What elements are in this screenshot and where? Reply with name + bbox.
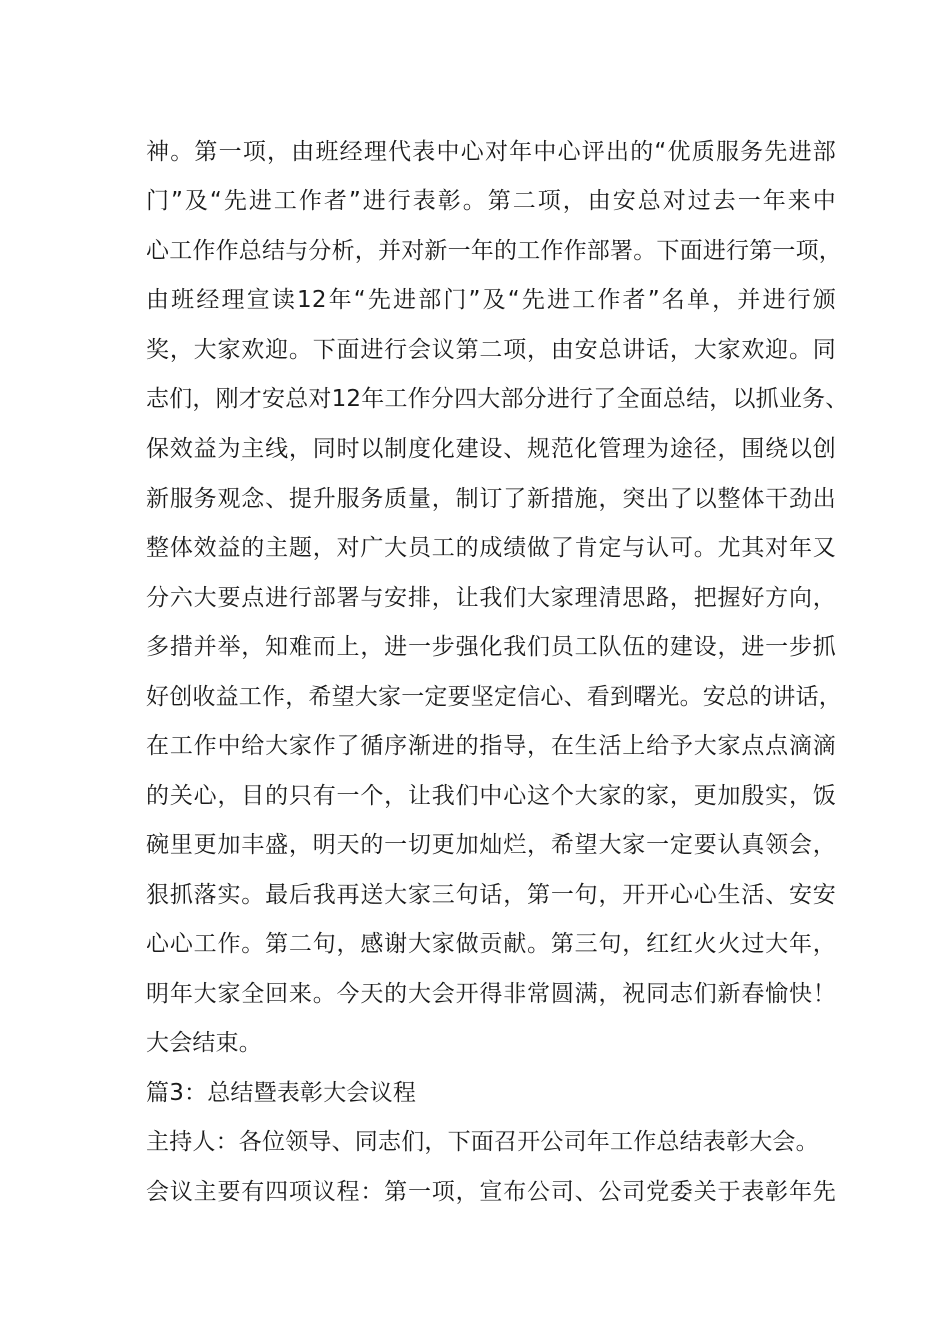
body-text-line: 保效益为主线，同时以制度化建设、规范化管理为途径，围绕以创 (146, 436, 836, 462)
body-text-line: 好创收益工作，希望大家一定要坚定信心、看到曙光。安总的讲话， (146, 684, 842, 710)
body-text-line: 心工作作总结与分析，并对新一年的工作作部署。下面进行第一项， (146, 238, 842, 264)
body-text-line: 新服务观念、提升服务质量，制订了新措施，突出了以整体干劲出 (146, 486, 836, 512)
body-text-line: 心心工作。第二句，感谢大家做贡献。第三句，红红火火过大年， (146, 931, 836, 957)
body-text-line: 奖，大家欢迎。下面进行会议第二项，由安总讲话，大家欢迎。同 (146, 337, 836, 363)
body-text-line: 志们，刚才安总对12年工作分四大部分进行了全面总结，以抓业务、 (146, 386, 849, 412)
body-text-line: 狠抓落实。最后我再送大家三句话，第一句，开开心心生活、安安 (146, 882, 836, 908)
body-text-line: 由班经理宣读12年“先进部门”及“先进工作者”名单，并进行颁 (146, 287, 836, 313)
host-text-line: 会议主要有四项议程：第一项，宣布公司、公司党委关于表彰年先 (146, 1179, 836, 1205)
body-text-line: 在工作中给大家作了循序渐进的指导，在生活上给予大家点点滴滴 (146, 733, 836, 759)
body-text-line: 碗里更加丰盛，明天的一切更加灿烂，希望大家一定要认真领会， (146, 832, 836, 858)
host-text-line: 主持人：各位领导、同志们，下面召开公司年工作总结表彰大会。 (146, 1129, 819, 1155)
body-text-line: 明年大家全回来。今天的大会开得非常圆满，祝同志们新春愉快！ (146, 981, 836, 1007)
body-text-line: 大会结束。 (146, 1030, 262, 1056)
body-text-line: 多措并举，知难而上，进一步强化我们员工队伍的建设，进一步抓 (146, 634, 836, 660)
body-text-line: 整体效益的主题，对广大员工的成绩做了肯定与认可。尤其对年又 (146, 535, 836, 561)
body-text-line: 神。第一项，由班经理代表中心对年中心评出的“优质服务先进部 (146, 139, 836, 165)
body-text-line: 分六大要点进行部署与安排，让我们大家理清思路，把握好方向， (146, 585, 836, 611)
body-text-line: 的关心，目的只有一个，让我们中心这个大家的家，更加殷实，饭 (146, 783, 836, 809)
body-text-line: 门”及“先进工作者”进行表彰。第二项，由安总对过去一年来中 (146, 188, 836, 214)
section-heading: 篇3：总结暨表彰大会议程 (146, 1080, 417, 1106)
